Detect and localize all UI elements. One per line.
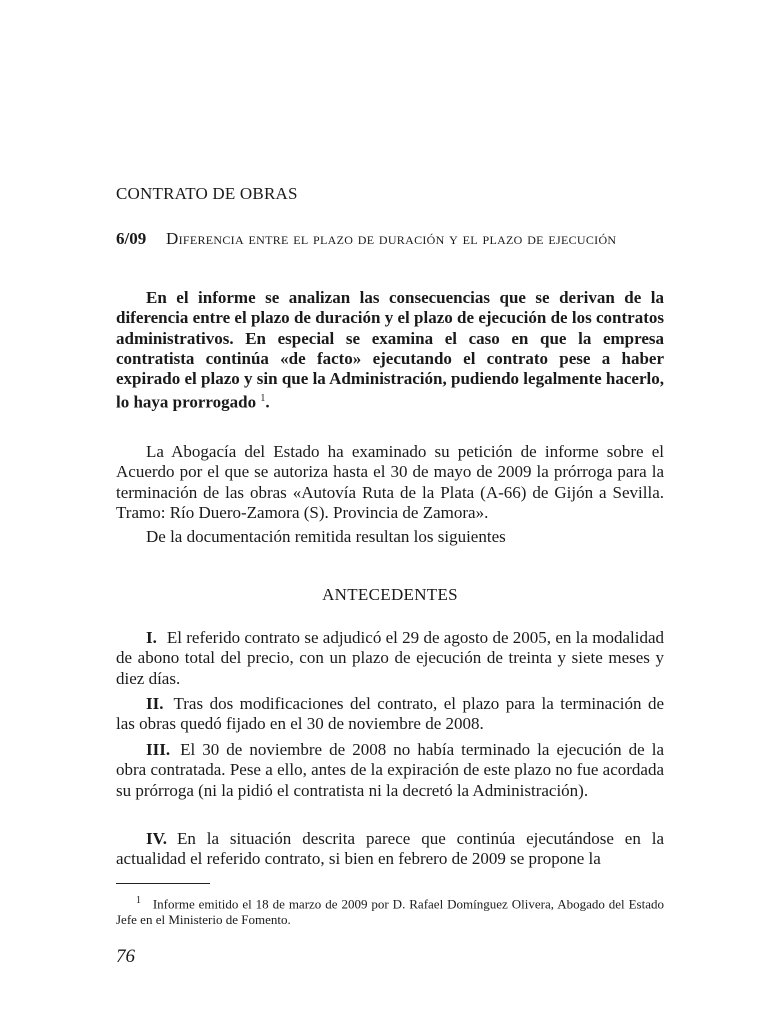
intro-paragraph-2: De la documentación remitida resultan los siguientes <box>146 527 506 546</box>
item-number: 6/09 <box>116 229 147 248</box>
page-number: 76 <box>116 946 135 967</box>
antecedente-1 <box>116 628 664 689</box>
intro-paragraph-1: La Abogacía del Estado ha examinado su petición de informe sobre el Acuerdo por el que se autoriza hasta el 30 de mayo de 2009 la prórroga para la terminación de las obras «Autovía Ruta de la Plata (A-66) de Gijón a Sevilla. Tramo: Río Duero-Zamora (S). Provincia de Zamora». <box>116 442 664 522</box>
footnote-divider <box>116 883 210 884</box>
abstract-text: En el informe se analizan las consecuencias que se derivan de la diferencia entre el plazo de duración y el plazo de ejecución de los contratos administrativos. En especial se examina el caso en que la empresa contratista continúa «de facto» ejecutando el contrato pese a haber expirado el plazo y sin que la Administración, pudiendo legalmente hacerlo, lo haya prorrogado <box>116 288 664 413</box>
item-title: Diferencia entre el plazo de duración y el plazo de ejecución <box>166 229 617 248</box>
antecedente-numeral: I. <box>146 628 157 647</box>
abstract-paragraph <box>116 288 664 413</box>
antecedente-text: El referido contrato se adjudicó el 29 de agosto de 2005, en la modalidad de abono total del precio, con un plazo de ejecución de treinta y siete meses y diez días. <box>116 628 664 688</box>
antecedente-3 <box>116 740 664 801</box>
section-title: CONTRATO DE OBRAS <box>116 184 298 203</box>
antecedente-text: Tras dos modificaciones del contrato, el plazo para la terminación de las obras quedó fijado en el 30 de noviembre de 2008. <box>116 694 664 734</box>
antecedente-text: En la situación descrita parece que continúa ejecutándose en la actualidad el referido contrato, si bien en febrero de 2009 se propone la <box>116 829 664 869</box>
antecedente-numeral: IV. <box>146 829 167 848</box>
antecedente-numeral: II. <box>146 694 164 713</box>
footnote-marker: 1 <box>136 895 141 906</box>
footnote-reference: 1 <box>260 393 266 405</box>
antecedente-numeral: III. <box>146 740 171 759</box>
abstract-end: . <box>265 393 270 413</box>
antecedente-4 <box>116 829 664 870</box>
footnote <box>116 893 664 928</box>
antecedente-text: El 30 de noviembre de 2008 no había terminado la ejecución de la obra contratada. Pese a ello, antes de la expiración de este plazo no fue acordada su prórroga (ni la pidió el contratista ni la decretó la Administración). <box>116 740 664 800</box>
antecedentes-heading: ANTECEDENTES <box>322 585 458 604</box>
antecedente-2 <box>116 694 664 735</box>
footnote-text: Informe emitido el 18 de marzo de 2009 por D. Rafael Domínguez Olivera, Abogado del Estado Jefe en el Ministerio de Fomento. <box>116 896 665 928</box>
